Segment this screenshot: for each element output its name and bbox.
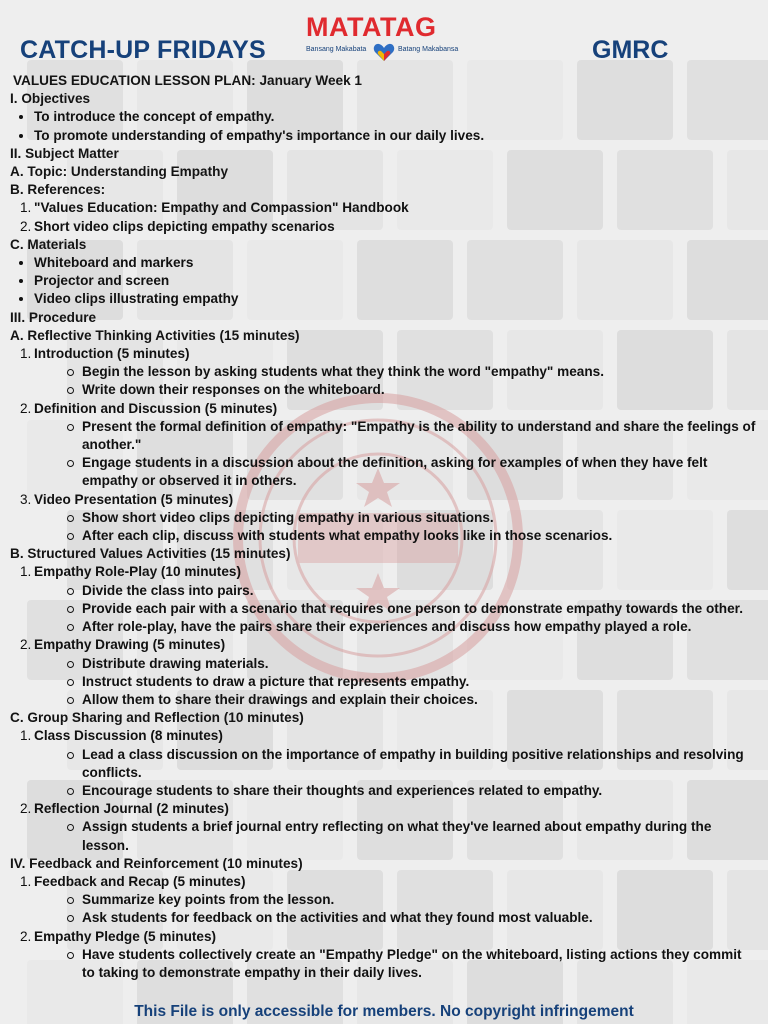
activity-points (34, 891, 758, 927)
procedure-heading: III. Procedure (10, 309, 97, 325)
list-item: After role-play, have the pairs share their experiences and discuss how empathy played a role. (58, 618, 758, 636)
activity-item: 1. Feedback and Recap (5 minutes) Summarize key points from the lesson. Ask students for feedback on the activities and what they found most valuable. (10, 873, 758, 928)
section-b-list (10, 563, 758, 709)
page-header (0, 0, 768, 72)
list-item: 2. Short video clips depicting empathy scenarios (20, 218, 335, 234)
references-heading: B. References: (10, 182, 106, 198)
heart-hands-icon (372, 40, 396, 64)
matatag-logo (300, 12, 470, 68)
activity-item: 2. Definition and Discussion (5 minutes) Present the formal definition of empathy: "Empathy is the ability to understand and share the feelings of another." Engage students in a discussion about the definition, asking for examples of when they have felt empathy or observed it in others. (10, 400, 758, 491)
list-item: Write down their responses on the whiteboard. (58, 381, 758, 399)
activity-item: 3. Video Presentation (5 minutes) Show short video clips depicting empathy in various situations. After each clip, discuss with students what empathy looks like in those scenarios. (10, 491, 758, 546)
list-item: Instruct students to draw a picture that represents empathy. (58, 673, 758, 691)
list-item: Have students collectively create an "Empathy Pledge" on the whiteboard, listing actions they commit to taking to demonstrate empathy in their daily lives. (58, 946, 758, 982)
activity-title: Empathy Role-Play (10 minutes) (34, 564, 241, 580)
membership-notice: This File is only accessible for members. No copyright infringement (134, 1003, 634, 1020)
feedback-heading: IV. Feedback and Reinforcement (10 minutes) (10, 855, 303, 871)
materials-heading: C. Materials (10, 236, 87, 252)
list-item: • Video clips illustrating empathy (34, 290, 758, 308)
reference-text: "Values Education: Empathy and Compassion" Handbook (34, 200, 409, 216)
topic-line: A. Topic: Understanding Empathy (10, 164, 229, 180)
activity-points (34, 418, 758, 491)
activity-title: Reflection Journal (2 minutes) (34, 801, 229, 817)
activity-title: Video Presentation (5 minutes) (34, 491, 234, 507)
list-item: Divide the class into pairs. (58, 582, 758, 600)
list-item: • Projector and screen (34, 272, 758, 290)
activity-title: Class Discussion (8 minutes) (34, 728, 223, 744)
activity-title: Introduction (5 minutes) (34, 346, 190, 362)
list-item: Encourage students to share their thoughts and experiences related to empathy. (58, 782, 758, 800)
list-item: 1. "Values Education: Empathy and Compassion" Handbook (20, 200, 409, 216)
activity-points (34, 363, 758, 399)
list-item: Assign students a brief journal entry reflecting on what they've learned about empathy during the lesson. (58, 818, 758, 854)
section-a-heading: A. Reflective Thinking Activities (15 minutes) (10, 327, 300, 343)
activity-item: 2. Reflection Journal (2 minutes) Assign students a brief journal entry reflecting on what they've learned about empathy during the lesson. (10, 800, 758, 855)
activity-points (34, 582, 758, 637)
program-title: CATCH-UP FRIDAYS (20, 36, 266, 64)
list-item: Begin the lesson by asking students what they think the word "empathy" means. (58, 363, 758, 381)
list-item: After each clip, discuss with students what empathy looks like in those scenarios. (58, 527, 758, 545)
list-item: • Whiteboard and markers (34, 254, 758, 272)
activity-points (34, 946, 758, 982)
activity-title: Empathy Pledge (5 minutes) (34, 928, 217, 944)
activity-points (34, 509, 758, 545)
activity-item: 2. Empathy Pledge (5 minutes) Have students collectively create an "Empathy Pledge" on the whiteboard, listing actions they commit to taking to demonstrate empathy in their daily lives. (10, 928, 758, 983)
section-c-list (10, 727, 758, 854)
section-c-heading: C. Group Sharing and Reflection (10 minutes) (10, 710, 304, 726)
activity-title: Definition and Discussion (5 minutes) (34, 400, 278, 416)
objectives-list (10, 108, 758, 144)
activity-title: Empathy Drawing (5 minutes) (34, 637, 226, 653)
activity-item: 2. Empathy Drawing (5 minutes) Distribute drawing materials. Instruct students to draw a picture that represents empathy. Allow them to share their drawings and explain their choices. (10, 636, 758, 709)
subject-matter-heading: II. Subject Matter (10, 145, 119, 161)
activity-title: Feedback and Recap (5 minutes) (34, 873, 246, 889)
list-item: Engage students in a discussion about the definition, asking for examples of when they have felt empathy or observed it in others. (58, 454, 758, 490)
activity-item: 1. Class Discussion (8 minutes) Lead a class discussion on the importance of empathy in building positive relationships and resolving conflicts. Encourage students to share their thoughts and experiences related to empathy. (10, 727, 758, 800)
list-item: Ask students for feedback on the activities and what they found most valuable. (58, 909, 758, 927)
lesson-content (10, 72, 758, 982)
list-item: • To promote understanding of empathy's importance in our daily lives. (34, 127, 758, 145)
logo-wordmark: MATATAG (306, 12, 437, 42)
reference-text: Short video clips depicting empathy scenarios (34, 218, 335, 234)
activity-item: 1. Introduction (5 minutes) Begin the lesson by asking students what they think the word "empathy" means. Write down their responses on the whiteboard. (10, 345, 758, 400)
objectives-heading: I. Objectives (10, 91, 91, 107)
section-a-list (10, 345, 758, 545)
subject-title: GMRC (592, 36, 669, 64)
list-item: Provide each pair with a scenario that requires one person to demonstrate empathy towards the other. (58, 600, 758, 618)
list-item: Allow them to share their drawings and explain their choices. (58, 691, 758, 709)
activity-points (34, 655, 758, 710)
activity-points (34, 818, 758, 854)
list-item: Distribute drawing materials. (58, 655, 758, 673)
lesson-title: VALUES EDUCATION LESSON PLAN: January Week 1 (13, 73, 362, 88)
list-item: • To introduce the concept of empathy. (34, 108, 758, 126)
list-item: Present the formal definition of empathy: "Empathy is the ability to understand and share the feelings of another." (58, 418, 758, 454)
list-item: Lead a class discussion on the importance of empathy in building positive relationships and resolving conflicts. (58, 746, 758, 782)
references-list (10, 199, 758, 235)
materials-list (10, 254, 758, 309)
feedback-list (10, 873, 758, 982)
section-b-heading: B. Structured Values Activities (15 minutes) (10, 546, 291, 562)
list-item: Show short video clips depicting empathy in various situations. (58, 509, 758, 527)
list-item: Summarize key points from the lesson. (58, 891, 758, 909)
activity-item: 1. Empathy Role-Play (10 minutes) Divide the class into pairs. Provide each pair with a scenario that requires one person to demonstrate empathy towards the other. After role-play, have the pairs share their experiences and discuss how empathy played a role. (10, 563, 758, 636)
logo-tagline-left: Bansang Makabata (306, 46, 367, 53)
logo-tagline-right: Batang Makabansa (398, 46, 459, 53)
activity-points (34, 746, 758, 801)
